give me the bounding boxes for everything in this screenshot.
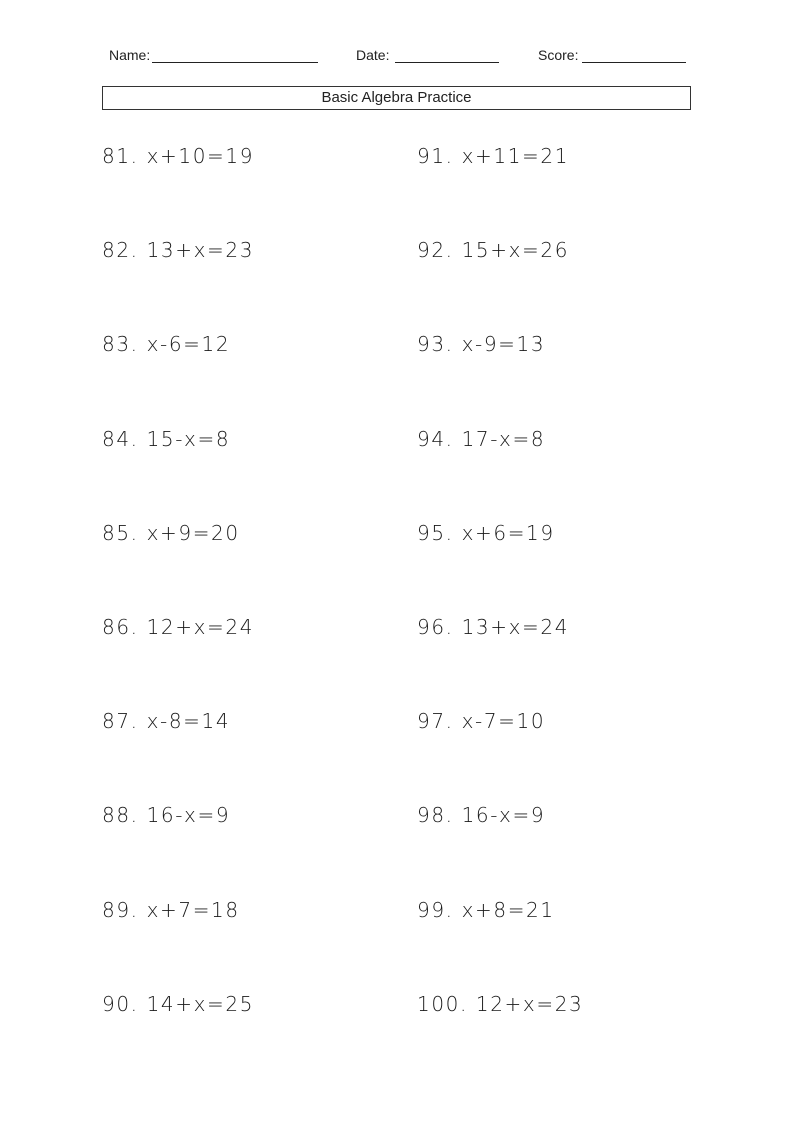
problem-item: [417, 521, 583, 615]
problem-item: [102, 898, 254, 992]
problem-expression: 13+x=24: [461, 614, 570, 639]
problem-expression: x+7=18: [146, 897, 240, 922]
problem-item: [102, 144, 254, 238]
problem-number: 85.: [102, 520, 139, 545]
worksheet-title: Basic Algebra Practice: [102, 86, 691, 110]
problem-number: 88.: [102, 803, 139, 828]
problem-item: [417, 992, 583, 1086]
score-blank-line: [582, 48, 686, 63]
problem-expression: x-6=12: [146, 332, 231, 357]
problem-number: 93.: [417, 332, 454, 357]
problem-expression: 15-x=8: [146, 426, 231, 451]
problem-item: [102, 521, 254, 615]
problem-item: [417, 709, 583, 803]
problem-number: 91.: [417, 144, 454, 168]
problem-expression: x+10=19: [146, 144, 255, 168]
problem-item: [102, 615, 254, 709]
problem-item: [417, 427, 583, 521]
name-label: Name:: [109, 47, 151, 63]
problem-item: [417, 238, 583, 332]
problem-expression: x+9=20: [146, 520, 240, 545]
problem-number: 83.: [102, 332, 139, 357]
name-blank-line: [152, 48, 318, 63]
problem-expression: 14+x=25: [146, 991, 255, 1016]
date-field: [356, 47, 499, 63]
problem-number: 81.: [102, 144, 139, 168]
problem-number: 96.: [417, 614, 454, 639]
problem-number: 100.: [417, 991, 468, 1016]
problem-number: 95.: [417, 520, 454, 545]
problem-item: [417, 803, 583, 897]
problem-number: 94.: [417, 426, 454, 451]
problem-column-left: [102, 144, 254, 1086]
problem-expression: 16-x=9: [461, 803, 546, 828]
problem-expression: 12+x=24: [146, 614, 255, 639]
worksheet-header: [109, 47, 691, 67]
problem-item: [102, 803, 254, 897]
problem-expression: x-8=14: [146, 709, 231, 734]
problem-number: 97.: [417, 709, 454, 734]
problem-number: 89.: [102, 897, 139, 922]
problem-column-right: [417, 144, 583, 1086]
problem-expression: 16-x=9: [146, 803, 231, 828]
problem-expression: 13+x=23: [146, 238, 255, 263]
problem-item: [102, 427, 254, 521]
problem-number: 92.: [417, 238, 454, 263]
problem-expression: x+6=19: [461, 520, 555, 545]
problem-number: 98.: [417, 803, 454, 828]
problem-item: [102, 709, 254, 803]
problem-number: 84.: [102, 426, 139, 451]
problem-item: [417, 144, 583, 238]
problem-item: [417, 898, 583, 992]
problem-number: 90.: [102, 991, 139, 1016]
problem-expression: x-7=10: [461, 709, 546, 734]
problem-expression: x+11=21: [461, 144, 570, 168]
problem-expression: 15+x=26: [461, 238, 570, 263]
problem-expression: x-9=13: [461, 332, 546, 357]
problem-item: [417, 332, 583, 426]
problem-expression: 12+x=23: [475, 991, 584, 1016]
date-label: Date:: [356, 47, 390, 63]
problem-item: [102, 238, 254, 332]
problem-item: [417, 615, 583, 709]
problem-expression: x+8=21: [461, 897, 555, 922]
problem-number: 82.: [102, 238, 139, 263]
date-blank-line: [395, 48, 499, 63]
problem-number: 99.: [417, 897, 454, 922]
problem-expression: 17-x=8: [461, 426, 546, 451]
problem-number: 87.: [102, 709, 139, 734]
problem-item: [102, 332, 254, 426]
score-label: Score:: [538, 47, 579, 63]
score-field: [538, 47, 686, 63]
name-field: [109, 47, 318, 63]
problem-item: [102, 992, 254, 1086]
problem-number: 86.: [102, 614, 139, 639]
